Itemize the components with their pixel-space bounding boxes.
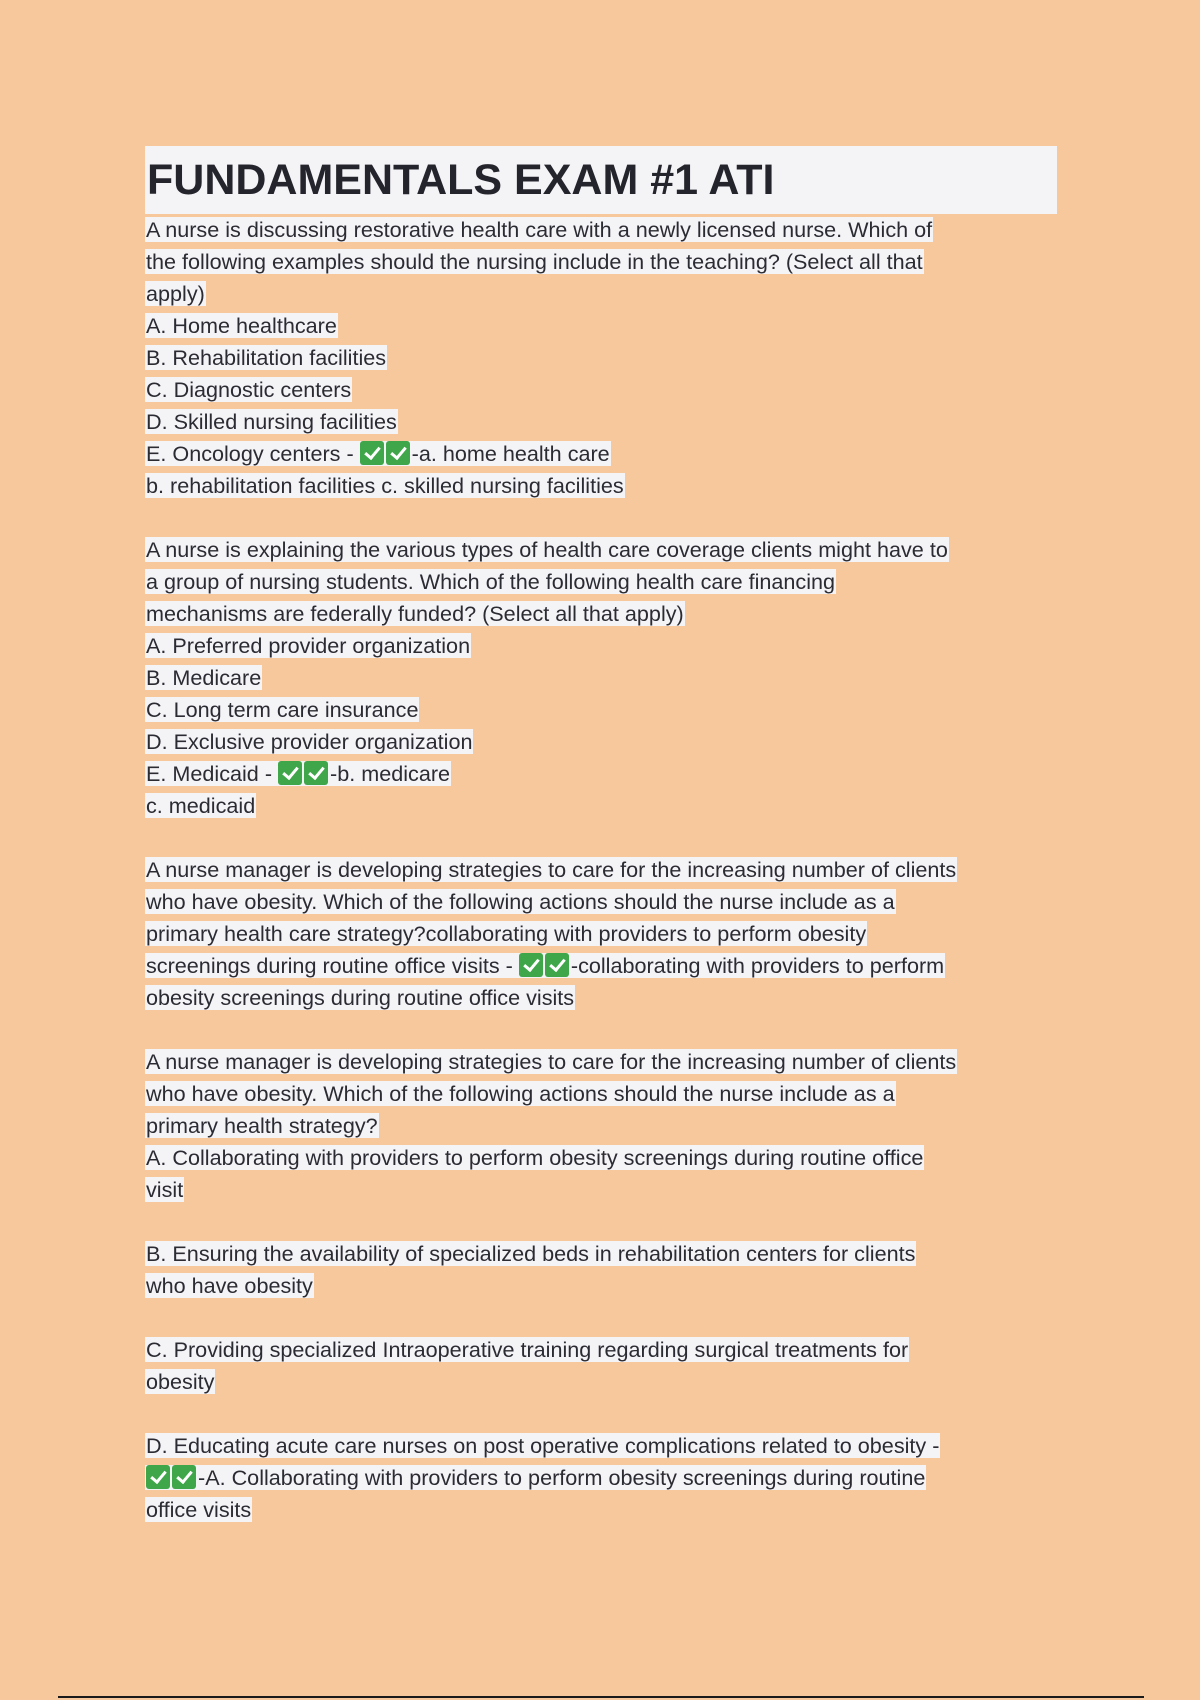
question-4 <box>145 1046 1060 1526</box>
question-text: A nurse is discussing restorative health care with a newly licensed nurse. Which of <box>146 217 933 242</box>
question-text: mechanisms are federally funded? (Select all that apply) <box>146 601 684 626</box>
option-d: D. Skilled nursing facilities <box>146 409 397 434</box>
option-b: B. Ensuring the availability of specialized beds in rehabilitation centers for clients <box>146 1241 916 1266</box>
question-text: who have obesity. Which of the following actions should the nurse include as a <box>146 889 895 914</box>
question-text: who have obesity. Which of the following actions should the nurse include as a <box>146 1081 895 1106</box>
question-text: primary health strategy? <box>146 1113 378 1138</box>
spacer <box>145 1014 1060 1046</box>
option-e: E. Oncology centers - <box>146 441 360 466</box>
title-bar <box>145 146 1057 214</box>
option-a: A. Home healthcare <box>146 313 337 338</box>
question-text: apply) <box>146 281 205 306</box>
option-c: C. Providing specialized Intraoperative training regarding surgical treatments for <box>146 1337 909 1362</box>
question-text: A nurse is explaining the various types of health care coverage clients might have to <box>146 537 948 562</box>
check-mark-icon <box>146 1465 170 1489</box>
question-text: A nurse manager is developing strategies to care for the increasing number of clients <box>146 1049 957 1074</box>
page-title: FUNDAMENTALS EXAM #1 ATI <box>147 155 775 204</box>
option-c: C. Diagnostic centers <box>146 377 352 402</box>
answer-text: -A. Collaborating with providers to perform obesity screenings during routine <box>198 1465 926 1490</box>
option-c: C. Long term care insurance <box>146 697 419 722</box>
option-d: D. Educating acute care nurses on post operative complications related to obesity - <box>146 1433 940 1458</box>
option-a: A. Collaborating with providers to perform obesity screenings during routine office <box>146 1145 924 1170</box>
option-c: obesity <box>146 1369 215 1394</box>
answer-text: b. rehabilitation facilities c. skilled nursing facilities <box>146 473 624 498</box>
question-2 <box>145 534 1060 822</box>
question-text: a group of nursing students. Which of the following health care financing <box>146 569 836 594</box>
check-mark-icon <box>278 761 302 785</box>
option-d: D. Exclusive provider organization <box>146 729 473 754</box>
bottom-rule <box>58 1696 1144 1698</box>
question-text: the following examples should the nursing include in the teaching? (Select all that <box>146 249 923 274</box>
check-mark-icon <box>519 953 543 977</box>
spacer <box>145 822 1060 854</box>
question-text: A nurse manager is developing strategies to care for the increasing number of clients <box>146 857 957 882</box>
question-3 <box>145 854 1060 1014</box>
answer-text: office visits <box>146 1497 252 1522</box>
answer-text: c. medicaid <box>146 793 256 818</box>
question-text: screenings during routine office visits - <box>146 953 519 978</box>
document-page <box>145 146 1060 1526</box>
check-mark-icon <box>360 441 384 465</box>
option-a: A. Preferred provider organization <box>146 633 471 658</box>
check-mark-icon <box>386 441 410 465</box>
answer-text: -collaborating with providers to perform <box>570 953 945 978</box>
option-b: B. Medicare <box>146 665 262 690</box>
check-mark-icon <box>304 761 328 785</box>
spacer <box>145 502 1060 534</box>
question-text: primary health care strategy?collaborating with providers to perform obesity <box>146 921 867 946</box>
check-mark-icon <box>545 953 569 977</box>
answer-text: obesity screenings during routine office visits <box>146 985 575 1010</box>
spacer <box>145 1206 1060 1238</box>
answer-text: -a. home health care <box>411 441 610 466</box>
spacer <box>145 1398 1060 1430</box>
spacer <box>145 1302 1060 1334</box>
option-b: B. Rehabilitation facilities <box>146 345 387 370</box>
check-mark-icon <box>172 1465 196 1489</box>
option-a: visit <box>146 1177 184 1202</box>
option-e: E. Medicaid - <box>146 761 279 786</box>
answer-text: -b. medicare <box>330 761 451 786</box>
question-1 <box>145 214 1060 502</box>
option-b: who have obesity <box>146 1273 313 1298</box>
